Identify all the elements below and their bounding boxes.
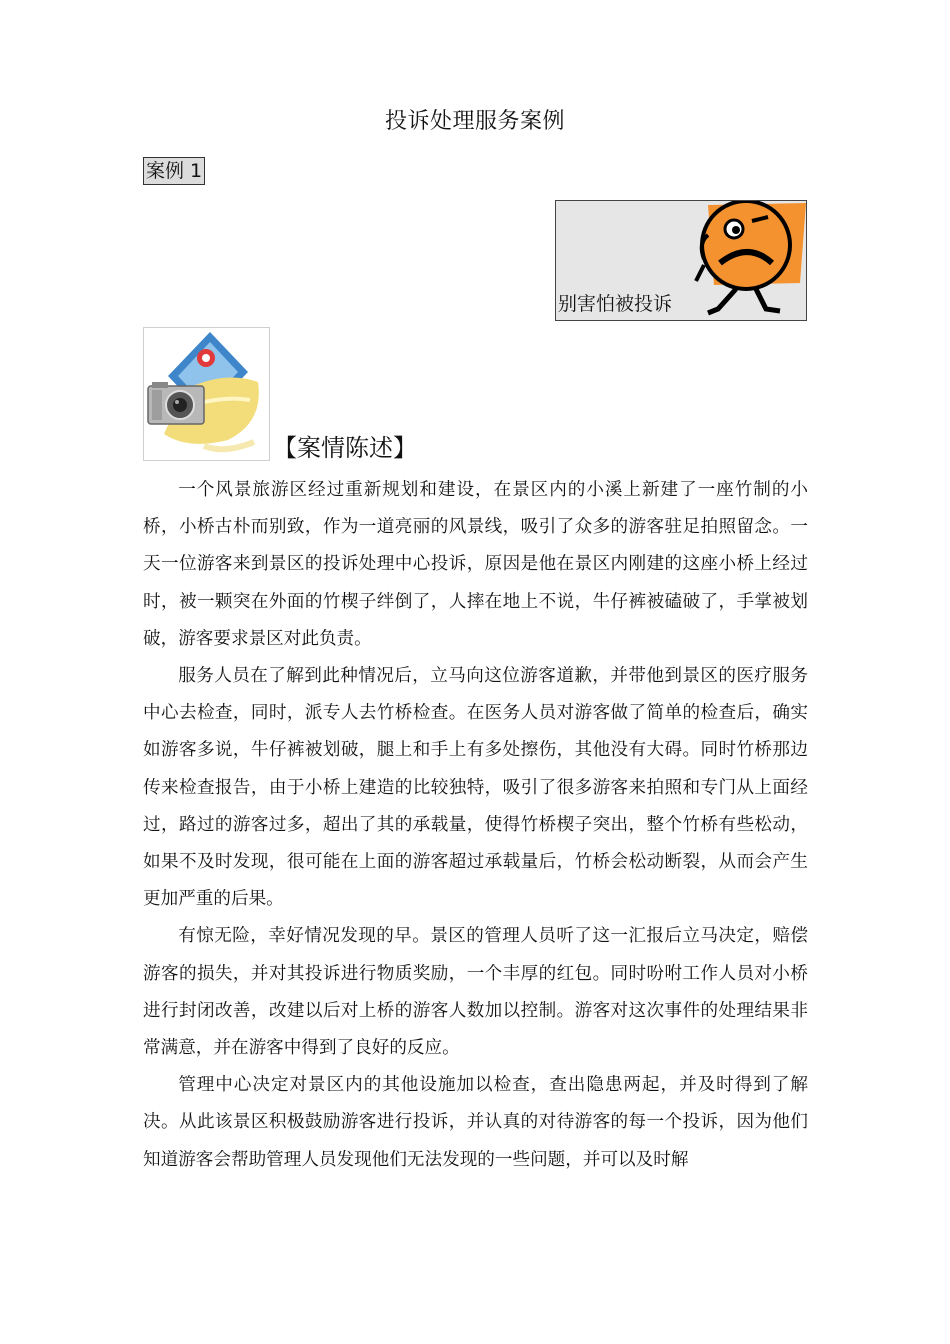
page-title: 投诉处理服务案例 bbox=[384, 109, 565, 134]
paragraph: 管理中心决定对景区内的其他设施加以检查，查出隐患两起，并及时得到了解决。从此该景区积极鼓励游客进行投诉，并认真的对待游客的每一个投诉，因为他们知道游客会帮助管理人员发现他们无法发现的一些问题，并可以及时解 bbox=[143, 1075, 808, 1170]
camera-image bbox=[143, 327, 270, 461]
cartoon-caption: 别害怕被投诉 bbox=[558, 293, 673, 315]
section-heading: 【案情陈述】 bbox=[273, 434, 417, 462]
paragraph: 一个风景旅游区经过重新规划和建设，在景区内的小溪上新建了一座竹制的小桥，小桥古朴而别致，作为一道亮丽的风景线，吸引了众多的游客驻足拍照留念。一天一位游客来到景区的投诉处理中心投诉，原因是他在景区内刚建的这座小桥上经过时，被一颗突在外面的竹楔子绊倒了，人摔在地上不说，牛仔裤被磕破了，手掌被划破，游客要求景区对此负责。 bbox=[143, 480, 808, 649]
paragraph: 服务人员在了解到此种情况后，立马向这位游客道歉，并带他到景区的医疗服务中心去检查，同时，派专人去竹桥检查。在医务人员对游客做了简单的检查后，确实如游客多说，牛仔裤被划破，腿上和手上有多处擦伤，其他没有大碍。同时竹桥那边传来检查报告，由于小桥上建造的比较独特，吸引了很多游客来拍照和专门从上面经过，路过的游客过多，超出了其的承载量，使得竹桥楔子突出，整个竹桥有些松动，如果不及时发现，很可能在上面的游客超过承载量后，竹桥会松动断裂，从而会产生更加严重的后果。 bbox=[143, 666, 808, 910]
camera-photo-icon bbox=[144, 328, 269, 460]
cartoon-box bbox=[555, 200, 807, 321]
case-label: 案例 1 bbox=[143, 157, 205, 185]
body-text bbox=[143, 472, 808, 1179]
worried-face-cartoon-icon bbox=[684, 201, 807, 321]
paragraph: 有惊无险，幸好情况发现的早。景区的管理人员听了这一汇报后立马决定，赔偿游客的损失，并对其投诉进行物质奖励，一个丰厚的红包。同时吩咐工作人员对小桥进行封闭改善，改建以后对上桥的游客人数加以控制。游客对这次事件的处理结果非常满意，并在游客中得到了良好的反应。 bbox=[143, 926, 808, 1059]
